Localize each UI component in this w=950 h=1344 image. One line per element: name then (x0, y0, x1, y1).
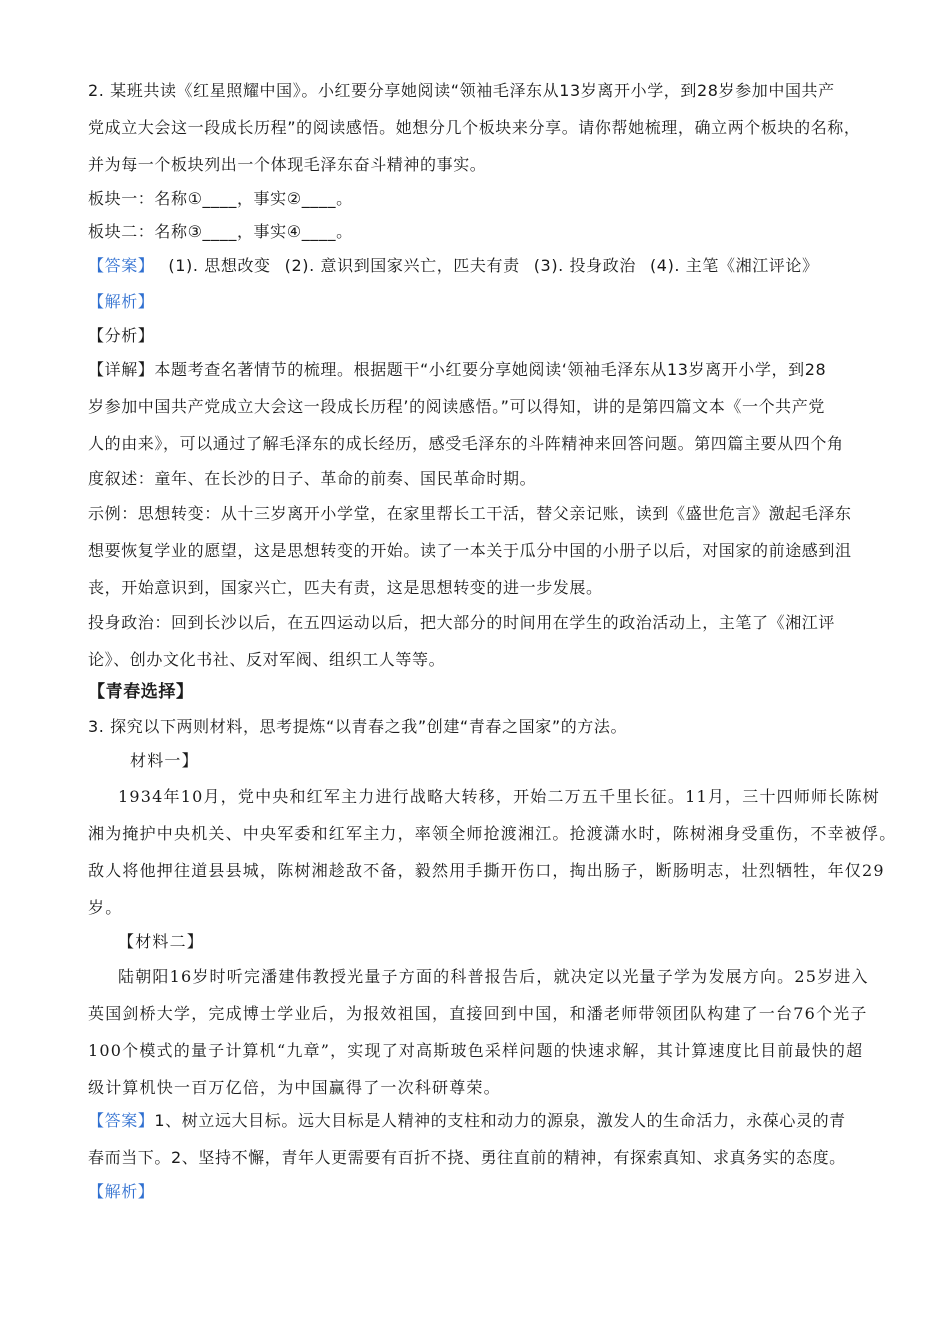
xiangjie-line-2: 岁参加中国共产党成立大会这一段成长历程’的阅读感悟。”可以得知，讲的是第四篇文本《一个共产党 (88, 397, 825, 416)
material-1-line-2: 湘为掩护中央机关、中央军委和红军主力，率领全师抢渡湘江。抢渡潇水时，陈树湘身受重伤，不幸被俘。 (88, 824, 897, 843)
block2-prefix: 板块二：名称 (88, 222, 188, 241)
block1-fact-blank: ②____ (286, 189, 337, 208)
block1-name-blank: ①____ (187, 189, 237, 208)
block2-mid: ，事实 (236, 222, 287, 241)
jiexi-tag: 【解析】 (88, 292, 155, 311)
material-2-line-1: 陆朝阳16岁时听完潘建伟教授光量子方面的科普报告后，就决定以光量子学为发展方向。25岁进入 (118, 967, 869, 986)
section-title: 【青春选择】 (88, 682, 194, 702)
answer-1: (1). 思想改变 (168, 256, 271, 275)
xiangjie-line-3: 人的由来》，可以通过了解毛泽东的成长经历，感受毛泽东的斗阵精神来回答问题。第四篇主要从四个角 (88, 434, 844, 453)
example-line-1: 示例：思想转变：从十三岁离开小学堂，在家里帮长工干活，替父亲记账，读到《盛世危言》激起毛泽东 (88, 504, 852, 523)
q3-answer-text-1: 1、树立远大目标。远大目标是人精神的支柱和动力的源泉，激发人的生命活力，永葆心灵的青 (154, 1111, 846, 1130)
q3-answer-line-1 (88, 1110, 868, 1132)
q2-stem-line-3: 并为每一个板块列出一个体现毛泽东奋斗精神的事实。 (88, 155, 487, 174)
block1-prefix: 板块一：名称 (88, 189, 188, 208)
q2-stem-line-1: 2. 某班共读《红星照耀中国》。小红要分享她阅读“领袖毛泽东从13岁离开小学，到28岁参加中国共产 (88, 81, 835, 100)
q2-answer-line (88, 255, 868, 277)
politics-line-2: 论》、创办文化书社、反对军阀、组织工人等等。 (88, 650, 446, 669)
block2-name-blank: ③____ (187, 222, 237, 241)
block2-end: 。 (336, 222, 353, 241)
xiangjie-line-1 (88, 359, 868, 381)
politics-line-1: 投身政治：回到长沙以后，在五四运动以后，把大部分的时间用在学生的政治活动上，主笔了《湘江评 (88, 613, 836, 632)
q3-answer-line-2: 春而当下。2、坚持不懈，青年人更需要有百折不挠、勇往直前的精神，有探索真知、求真务实的态度。 (88, 1148, 846, 1167)
q2-stem-line-2: 党成立大会这一段成长历程”的阅读感悟。她想分几个板块来分享。请你帮她梳理，确立两个板块的名称， (88, 118, 861, 137)
answer-4: (4). 主笔《湘江评论》 (649, 256, 819, 275)
answer-2: (2). 意识到国家兴亡，匹夫有责 (284, 256, 520, 275)
material-2-label: 【材料二】 (118, 932, 205, 951)
block1-end: 。 (336, 189, 353, 208)
material-1-line-4: 岁。 (88, 898, 123, 917)
material-1-line-3: 敌人将他押往道县县城，陈树湘趁敌不备，毅然用手撕开伤口，掏出肠子，断肠明志，壮烈牺牲，年仅29 (88, 861, 885, 880)
answer-3: (3). 投身政治 (533, 256, 636, 275)
material-1-line-1: 1934年10月，党中央和红军主力进行战略大转移，开始二万五千里长征。11月，三十四师师长陈树 (118, 787, 880, 806)
block2-fact-blank: ④____ (286, 222, 337, 241)
xiangjie-line-4: 度叙述：童年、在长沙的日子、革命的前奏、国民革命时期。 (88, 469, 537, 488)
answer-tag: 【答案】 (88, 256, 155, 275)
q3-answer-tag: 【答案】 (88, 1111, 155, 1130)
example-line-3: 丧，开始意识到，国家兴亡，匹夫有责，这是思想转变的进一步发展。 (88, 578, 603, 597)
xiangjie-text-1: 本题考查名著情节的梳理。根据题干“小红要分享她阅读‘领袖毛泽东从13岁离开小学，到28 (154, 360, 827, 379)
q2-block-1 (88, 188, 868, 210)
q2-block-2 (88, 221, 868, 243)
block1-mid: ，事实 (236, 189, 287, 208)
material-2-line-4: 级计算机快一百万亿倍，为中国赢得了一次科研尊荣。 (88, 1078, 501, 1097)
material-2-line-2: 英国剑桥大学，完成博士学业后，为报效祖国，直接回到中国，和潘老师带领团队构建了一台76个光子 (88, 1004, 868, 1023)
xiangjie-tag: 【详解】 (88, 360, 155, 379)
material-1-label: 材料一】 (130, 751, 199, 770)
material-2-line-3: 100个模式的量子计算机“九章”，实现了对高斯玻色采样问题的快速求解，其计算速度比目前最快的超 (88, 1041, 864, 1060)
q3-jiexi-tag: 【解析】 (88, 1182, 155, 1201)
example-line-2: 想要恢复学业的愿望，这是思想转变的开始。读了一本关于瓜分中国的小册子以后，对国家的前途感到沮 (88, 541, 852, 560)
fenxi-tag: 【分析】 (88, 326, 155, 345)
q3-stem: 3. 探究以下两则材料，思考提炼“以青春之我”创建“青春之国家”的方法。 (88, 717, 628, 736)
